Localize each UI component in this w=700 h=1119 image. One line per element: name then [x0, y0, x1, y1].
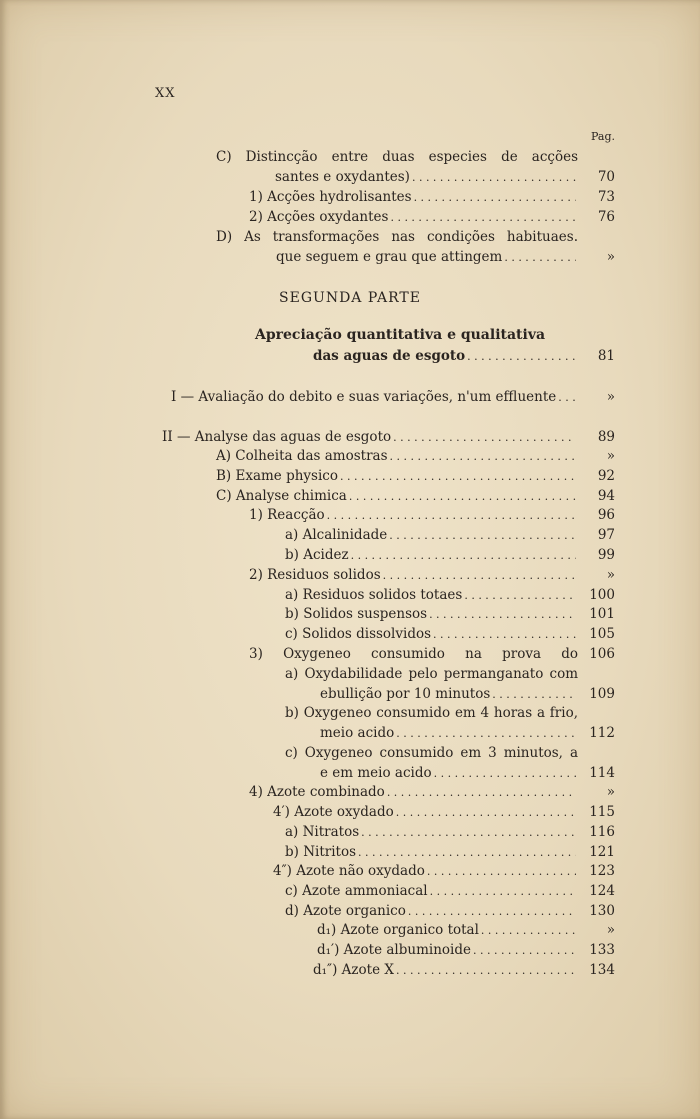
toc-entry-label: I — Avaliação do debito e suas variações, n'um effluente — [171, 389, 557, 405]
toc-entry-label: d₁) Azote organico total — [317, 922, 479, 938]
toc-page-ref: 100 — [589, 587, 615, 603]
toc-entry — [313, 346, 578, 366]
toc-page-ref: » — [606, 448, 615, 464]
toc-page-ref: 97 — [597, 527, 615, 543]
dot-leader — [396, 724, 576, 744]
dot-leader — [504, 248, 576, 268]
dot-leader — [464, 586, 576, 606]
page-number: XX — [155, 86, 176, 101]
toc-entry-label: c) Azote ammoniacal — [285, 883, 428, 899]
toc-page-ref: 81 — [597, 348, 615, 364]
dot-leader — [396, 803, 576, 823]
toc-page-ref: 130 — [589, 903, 615, 919]
toc-entry-label: 4″) Azote não oxydado — [273, 863, 425, 879]
toc-entry-label: meio acido — [320, 725, 395, 741]
toc-entry — [285, 822, 578, 842]
dot-leader — [414, 188, 576, 208]
toc-entry-label: d₁′) Azote albuminoide — [317, 942, 471, 958]
dot-leader — [433, 625, 576, 645]
toc-page-ref: 106 — [589, 646, 615, 662]
toc-entry — [216, 486, 578, 506]
toc-entry-label: d) Azote organico — [285, 903, 406, 919]
dot-leader — [481, 921, 576, 941]
dot-leader — [390, 447, 576, 467]
toc-page-ref: 76 — [597, 209, 615, 225]
toc-entry — [216, 147, 578, 167]
toc-page-ref: 121 — [589, 844, 615, 860]
toc-entry — [317, 920, 578, 940]
toc-page-ref: » — [606, 567, 615, 583]
toc-entry-label: b) Acidez — [285, 547, 349, 563]
toc-page-ref: 123 — [589, 863, 615, 879]
dot-leader — [434, 764, 576, 784]
toc-entry-label: b) Oxygeneo consumido em 4 horas a frio, — [285, 705, 578, 721]
dot-leader — [396, 961, 576, 981]
dot-leader — [427, 862, 576, 882]
toc-entry-label: C) Analyse chimica — [216, 488, 347, 504]
dot-leader — [387, 783, 576, 803]
toc-entry — [285, 624, 578, 644]
toc-entry-label: santes e oxydantes) — [275, 169, 410, 185]
toc-page-ref: 70 — [597, 169, 615, 185]
toc-page-ref: 124 — [589, 883, 615, 899]
toc-page-ref: » — [606, 784, 615, 800]
toc-entry-label: a) Oxydabilidade pelo permanganato com — [285, 666, 578, 682]
toc-page-ref: 73 — [597, 189, 615, 205]
toc-entry — [320, 723, 578, 743]
toc-entry — [320, 684, 578, 704]
toc-entry-label: c) Oxygeneo consumido em 3 minutos, a — [285, 745, 578, 761]
toc-page-ref: 94 — [597, 488, 615, 504]
toc-entry — [249, 207, 578, 227]
toc-page-ref: 109 — [589, 686, 615, 702]
toc-entry-label: II — Analyse das aguas de esgoto — [162, 429, 392, 445]
toc-entry — [216, 466, 578, 486]
toc-entry — [162, 427, 578, 447]
toc-entry — [285, 743, 578, 763]
toc-entry — [285, 604, 578, 624]
toc-page-ref: 105 — [589, 626, 615, 642]
toc-page-ref: 134 — [589, 962, 615, 978]
toc-entry — [249, 505, 578, 525]
toc-entry-label: 2) Residuos solidos — [249, 567, 381, 583]
toc-entry — [313, 960, 578, 980]
dot-leader — [393, 428, 576, 448]
pag-column-header: Pag. — [591, 130, 616, 143]
toc-entry — [285, 703, 578, 723]
dot-leader — [473, 941, 576, 961]
toc-entry-label: 3) Oxygeneo consumido na prova do — [249, 646, 578, 662]
toc-entry — [249, 782, 578, 802]
toc-entry-label: e em meio acido — [320, 765, 432, 781]
toc-entry — [317, 940, 578, 960]
dot-leader — [327, 506, 576, 526]
toc-entry-label: d₁″) Azote X — [313, 962, 394, 978]
toc-entry-label: 4) Azote combinado — [249, 784, 385, 800]
toc-entry-label: D) As transformações nas condições habituaes. — [216, 229, 578, 245]
toc-entry-label: a) Alcalinidade — [285, 527, 388, 543]
dot-leader — [358, 843, 576, 863]
dot-leader — [558, 388, 576, 408]
dot-leader — [492, 685, 576, 705]
part-heading: SEGUNDA PARTE — [279, 290, 421, 306]
dot-leader — [361, 823, 576, 843]
dot-leader — [349, 487, 576, 507]
toc-entry-label: 1) Reacção — [249, 507, 325, 523]
toc-page-ref: 96 — [597, 507, 615, 523]
toc-entry-label: B) Exame physico — [216, 468, 338, 484]
toc-entry-label: 2) Acções oxydantes — [249, 209, 389, 225]
toc-entry-label: C) Distincção entre duas especies de acções — [216, 149, 578, 165]
toc-entry — [275, 167, 578, 187]
toc-page-ref: 101 — [589, 606, 615, 622]
toc-page-ref: » — [606, 922, 615, 938]
dot-leader — [389, 526, 576, 546]
toc-page-ref: 116 — [589, 824, 615, 840]
toc-page-ref: 92 — [597, 468, 615, 484]
toc-entry-label: b) Nitritos — [285, 844, 357, 860]
toc-entry-label: que seguem e grau que attingem — [276, 249, 503, 265]
toc-entry — [216, 227, 578, 247]
toc-page-ref: 115 — [589, 804, 615, 820]
toc-entry-label: a) Nitratos — [285, 824, 360, 840]
toc-entry-label: a) Residuos solidos totaes — [285, 587, 463, 603]
toc-entry — [171, 387, 578, 407]
toc-entry — [285, 664, 578, 684]
toc-page-ref: » — [606, 389, 615, 405]
toc-entry — [273, 802, 578, 822]
toc-entry — [320, 763, 578, 783]
toc-page-ref: 89 — [597, 429, 615, 445]
toc-entry — [216, 446, 578, 466]
dot-leader — [390, 208, 576, 228]
toc-entry — [249, 565, 578, 585]
toc-entry — [249, 644, 578, 664]
toc-entry-label: b) Solidos suspensos — [285, 606, 428, 622]
toc-entry-label: das aguas de esgoto — [313, 348, 466, 364]
toc-page-ref: 99 — [597, 547, 615, 563]
toc-entry-label: ebullição por 10 minutos — [320, 686, 491, 702]
toc-entry — [285, 881, 578, 901]
dot-leader — [429, 605, 576, 625]
dot-leader — [430, 882, 576, 902]
toc-entry — [285, 842, 578, 862]
toc-page-ref: 114 — [589, 765, 615, 781]
toc-entry-label: c) Solidos dissolvidos — [285, 626, 432, 642]
toc-entry-label: 1) Acções hydrolisantes — [249, 189, 412, 205]
toc-entry — [285, 901, 578, 921]
toc-page-ref: » — [606, 249, 615, 265]
toc-page-ref: 112 — [589, 725, 615, 741]
toc-entry — [249, 187, 578, 207]
toc-entry — [273, 861, 578, 881]
dot-leader — [383, 566, 576, 586]
section-title-line1: Apreciação quantitativa e qualitativa — [255, 327, 546, 343]
toc-entry — [285, 525, 578, 545]
toc-entry-label: A) Colheita das amostras — [216, 448, 388, 464]
dot-leader — [467, 347, 576, 367]
dot-leader — [340, 467, 576, 487]
dot-leader — [408, 902, 576, 922]
dot-leader — [412, 168, 576, 188]
toc-page-ref: 133 — [589, 942, 615, 958]
toc-entry-label: 4′) Azote oxydado — [273, 804, 394, 820]
toc-entry — [285, 545, 578, 565]
toc-entry — [276, 247, 578, 267]
dot-leader — [351, 546, 576, 566]
toc-entry — [285, 585, 578, 605]
